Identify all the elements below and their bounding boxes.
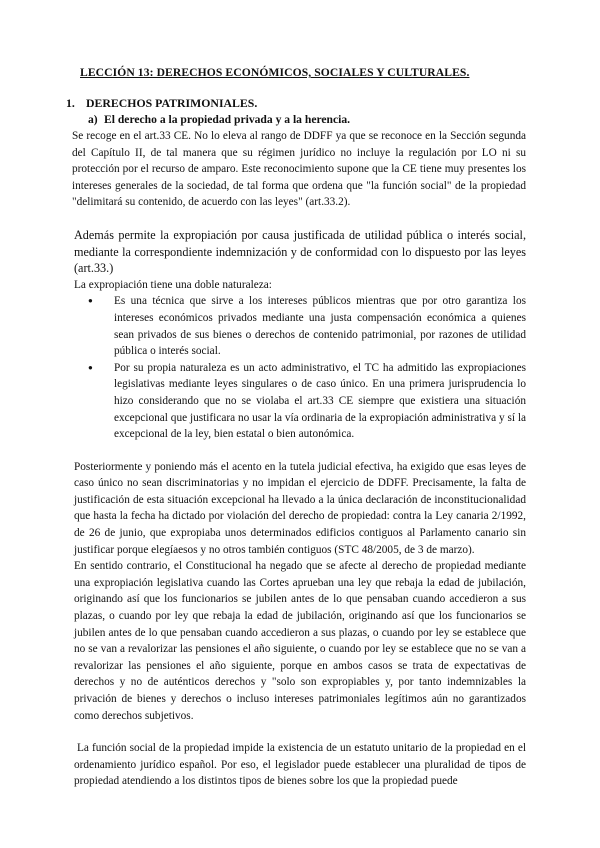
- bullet-list: [74, 293, 526, 442]
- lesson-title: LECCIÓN 13: DERECHOS ECONÓMICOS, SOCIALES Y CULTURALES.: [80, 66, 470, 79]
- section-number: 1.: [66, 96, 75, 110]
- section-heading: [66, 95, 526, 111]
- section-label: DERECHOS PATRIMONIALES.: [86, 96, 258, 110]
- paragraph: Además permite la expropiación por causa justificada de utilidad pública o interés social, mediante la correspondiente indemnización y de conformidad con lo dispuesto por las leyes (art.33.): [74, 227, 526, 276]
- paragraph: En sentido contrario, el Constitucional ha negado que se afecte al derecho de propiedad mediante una expropiación legislativa cuando las Cortes aprueban una ley que rebaja la edad de jubilación, originando así que los funcionarios se jubilen antes de lo que pensaban cuando accedieron a sus plazas, o cuando por ley que rebaja la edad de jubilación, originando así que los funcionarios se jubilen antes de lo que pensaban cuando accedieron a sus plazas, o cuando por ley se establece que no se van a revalorizar las pensiones el año siguiente, o cuando por ley se establece que no se van a revalorizar las pensiones el año siguiente, porque en ambos casos se trata de expectativas de derechos y no de auténticos derechos y "solo son expropiables y, por tanto indemnizables la privación de bienes y derechos o incluso intereses patrimoniales legítimos aún no garantizados como derechos subjetivos.: [74, 560, 526, 722]
- subsection-heading: [88, 111, 526, 128]
- list-item: [88, 360, 526, 443]
- paragraph: La expropiación tiene una doble naturaleza:: [74, 278, 272, 291]
- bullet-icon: ●: [88, 362, 93, 372]
- list-item-text: Es una técnica que sirve a los intereses públicos mientras que por otro garantiza los intereses económicos privados mediante una justa compensación económica a quienes sean privados de sus bienes o derechos de contenido patrimonial, por razones de utilidad pública o interés social.: [114, 295, 526, 358]
- bullet-icon: ●: [88, 296, 93, 306]
- paragraph: Posteriormente y poniendo más el acento en la tutela judicial efectiva, ha exigido que esas leyes de caso único no sean discriminatorias y no impidan el ejercicio de DDFF. Precisamente, la falta de justificación de esta situación excepcional ha llevado a la única declaración de inconstitucionalidad que hasta la fecha ha dictado por violación del derecho de propiedad: contra la Ley canaria 2/1992, de 26 de junio, que expropiaba unos determinados edificios contiguos al Parlamento canario sin justificar porque elegíaesos y no otros también contiguos (STC 48/2005, de 3 de marzo).: [74, 460, 526, 556]
- list-item: [88, 293, 526, 359]
- list-item-text: Por su propia naturaleza es un acto administrativo, el TC ha admitido las expropiaciones legislativas mediante leyes singulares o de caso único. En una primera jurisprudencia lo hizo considerando que no se violaba el art.33 CE siempre que existiera una situación excepcional que justificara no usar la vía ordinaria de la expropiación administrativa y sí la excepcional de la ley, bien estatal o bien autonómica.: [114, 361, 526, 441]
- paragraph: Se recoge en el art.33 CE. No lo eleva al rango de DDFF ya que se reconoce en la Sección segunda del Capítulo II, de tal manera que su régimen jurídico no incluye la regulación por LO ni su protección por el recurso de amparo. Este reconocimiento supone que la CE tiene muy presentes los intereses generales de la sociedad, de tal forma que ordena que "la función social" de la propiedad "delimitará su contenido, de acuerdo con las leyes" (art.33.2).: [72, 130, 526, 209]
- subsection-label: El derecho a la propiedad privada y a la herencia.: [104, 113, 351, 126]
- subsection-number: a): [88, 113, 98, 126]
- paragraph: La función social de la propiedad impide la existencia de un estatuto unitario de la propiedad en el ordenamiento jurídico español. Por eso, el legislador puede establecer una pluralidad de tipos de propiedad atendiendo a los distintos tipos de bienes sobre los que la propiedad puede: [74, 742, 526, 788]
